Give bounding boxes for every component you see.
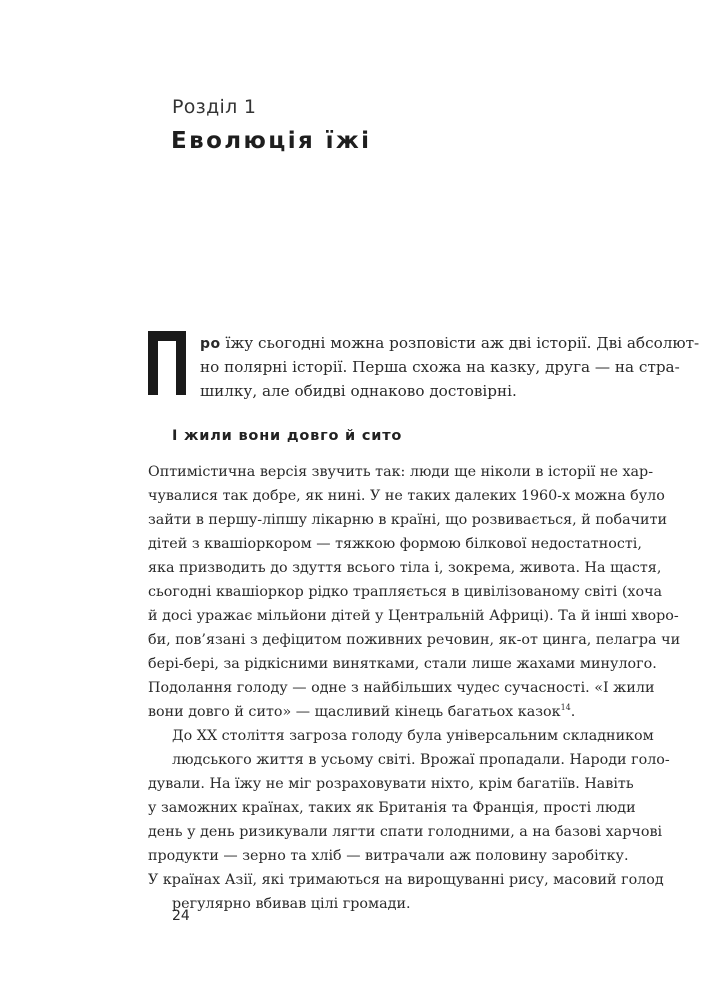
text-line: яка призводить до здуття всього тіла і, зокрема, живота. На щастя, bbox=[148, 560, 662, 576]
chapter-label: Розділ 1 bbox=[172, 96, 257, 118]
text-line-content: вони довго й сито» — щасливий кінець багатьох казок bbox=[148, 704, 561, 720]
text-line: би, пов’язані з дефіцитом поживних речовин, як-от цинга, пелагра чи bbox=[148, 632, 681, 648]
text-line-last bbox=[148, 700, 592, 724]
sentence-end: . bbox=[570, 704, 576, 720]
intro-line-3: шилку, але обидві однаково достовірні. bbox=[200, 382, 517, 400]
text-line: сьогодні квашіоркор рідко трапляється в цивілізованому світі (хоча bbox=[148, 584, 663, 600]
text-line: бері-бері, за рідкісними винятками, стали лише жахами минулого. bbox=[148, 656, 657, 672]
text-line: дітей з квашіоркором — тяжкою формою білкової недостатності, bbox=[148, 536, 642, 552]
text-line: У країнах Азії, які тримаються на вирощуванні рису, масовий голод bbox=[148, 872, 664, 888]
text-line: чувалися так добре, як нині. У не таких далеких 1960-х можна було bbox=[148, 488, 665, 504]
text-line: зайти в першу-ліпшу лікарню в країні, що розвивається, й побачити bbox=[148, 512, 668, 528]
text-line: день у день ризикували лягти спати голодними, а на базові харчові bbox=[148, 824, 663, 840]
text-line: продукти — зерно та хліб — витрачали аж половину заробітку. bbox=[148, 848, 629, 864]
intro-line-2: но полярні історії. Перша схожа на казку, друга — на стра- bbox=[200, 358, 680, 376]
intro-line-1 bbox=[200, 331, 700, 356]
text-line: регулярно вбивав цілі громади. bbox=[172, 896, 411, 912]
intro-line-1-text: їжу сьогодні можна розповісти аж дві історії. Дві абсолют- bbox=[220, 334, 700, 352]
text-line: дували. На їжу не міг розраховувати ніхто, крім багатіїв. Навіть bbox=[148, 776, 634, 792]
text-line: Подолання голоду — одне з найбільших чудес сучасності. «І жили bbox=[148, 680, 655, 696]
text-line: До XX століття загроза голоду була універсальним складником bbox=[172, 728, 654, 744]
dropcap-letter bbox=[148, 331, 186, 395]
paragraph-1 bbox=[148, 460, 681, 724]
body-text bbox=[148, 460, 681, 916]
section-heading: І жили вони довго й сито bbox=[172, 428, 403, 444]
footnote-marker[interactable]: 14 bbox=[560, 703, 571, 713]
text-line: у заможних країнах, таких як Британія та Франція, прості люди bbox=[148, 800, 636, 816]
text-line: Оптимістична версія звучить так: люди ще ніколи в історії не хар- bbox=[148, 464, 654, 480]
text-line: людського життя в усьому світі. Врожаї пропадали. Народи голо- bbox=[172, 752, 670, 768]
paragraph-2 bbox=[148, 724, 670, 916]
chapter-title: Еволюція їжі bbox=[171, 128, 372, 154]
intro-first-word: ро bbox=[200, 336, 221, 352]
text-line: й досі уражає мільйони дітей у Центральній Африці). Та й інші хворо- bbox=[148, 608, 679, 624]
page-number: 24 bbox=[172, 908, 190, 924]
